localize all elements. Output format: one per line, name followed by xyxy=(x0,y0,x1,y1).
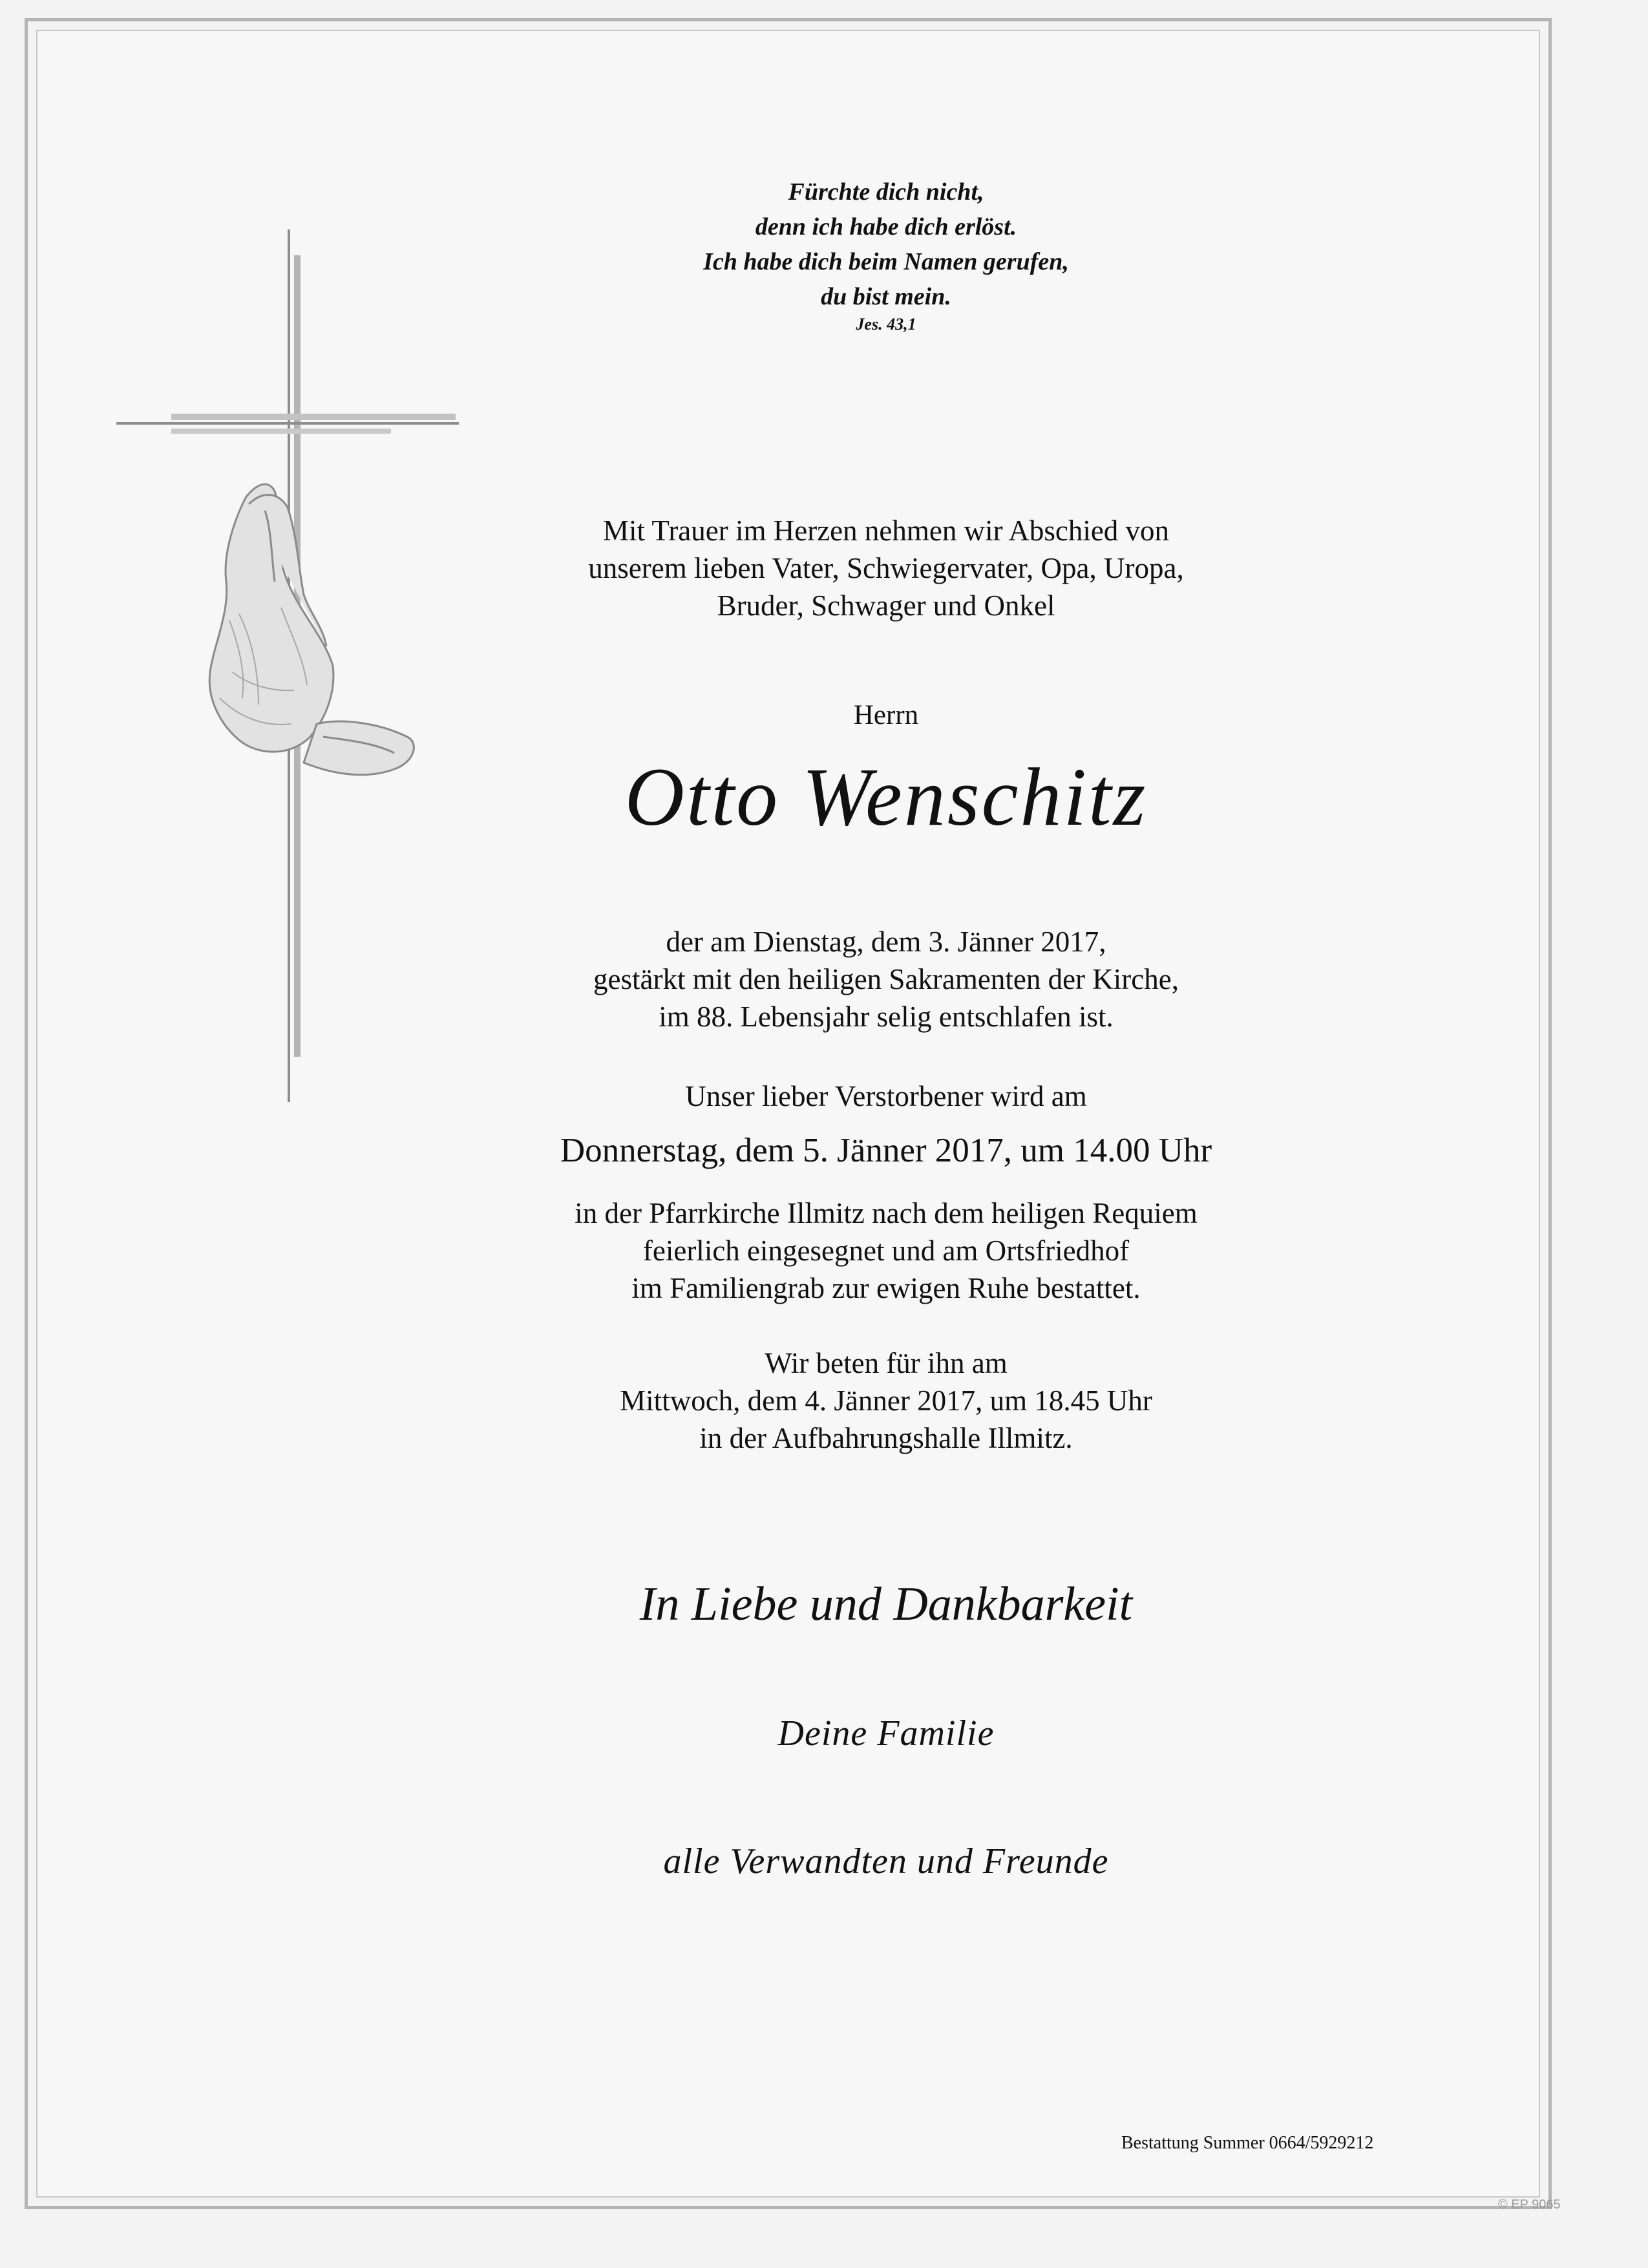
burial-intro: Unser lieber Verstorbener wird am xyxy=(685,1080,1087,1112)
death-info-line: im 88. Lebensjahr selig entschlafen ist. xyxy=(659,1001,1114,1033)
death-info xyxy=(62,923,1648,1035)
prayer-line: Wir beten für ihn am xyxy=(765,1347,1008,1379)
prayer-line: Mittwoch, dem 4. Jänner 2017, um 18.45 Uhr xyxy=(620,1384,1152,1417)
burial-details-line: feierlich eingesegnet und am Ortsfriedhof xyxy=(642,1235,1130,1267)
death-info-line: gestärkt mit den heiligen Sakramenten der Kirche, xyxy=(593,963,1179,995)
relatives-signature: alle Verwandten und Freunde xyxy=(663,1841,1109,1881)
bible-verse xyxy=(62,175,1648,335)
burial-details-line: im Familiengrab zur ewigen Ruhe bestattet. xyxy=(631,1272,1141,1304)
verse-line: denn ich habe dich erlöst. xyxy=(755,213,1017,240)
intro-line: Mit Trauer im Herzen nehmen wir Abschied von xyxy=(602,514,1170,547)
undertaker-contact: Bestattung Summer 0664/5929212 xyxy=(1121,2133,1374,2153)
copyright-note: © EP 9065 xyxy=(1498,2198,1561,2212)
death-info-line: der am Dienstag, dem 3. Jänner 2017, xyxy=(666,926,1106,958)
intro-line: unserem lieben Vater, Schwiegervater, Opa, Uropa, xyxy=(588,552,1184,584)
intro-paragraph xyxy=(62,512,1648,624)
burial-details xyxy=(62,1194,1648,1307)
prayer-info xyxy=(62,1344,1648,1457)
burial-date: Donnerstag, dem 5. Jänner 2017, um 14.00 Uhr xyxy=(560,1132,1212,1169)
burial-details-line: in der Pfarrkirche Illmitz nach dem heiligen Requiem xyxy=(575,1197,1198,1229)
intro-line: Bruder, Schwager und Onkel xyxy=(717,589,1055,622)
prayer-line: in der Aufbahrungshalle Illmitz. xyxy=(699,1422,1073,1454)
verse-line: Fürchte dich nicht, xyxy=(788,178,984,206)
verse-line: du bist mein. xyxy=(821,283,951,310)
verse-line: Ich habe dich beim Namen gerufen, xyxy=(703,248,1069,275)
closing-phrase: In Liebe und Dankbarkeit xyxy=(639,1578,1133,1631)
deceased-name: Otto Wenschitz xyxy=(624,751,1148,843)
verse-reference: Jes. 43,1 xyxy=(856,315,916,334)
salutation: Herrn xyxy=(853,700,919,730)
family-signature: Deine Familie xyxy=(777,1713,995,1754)
